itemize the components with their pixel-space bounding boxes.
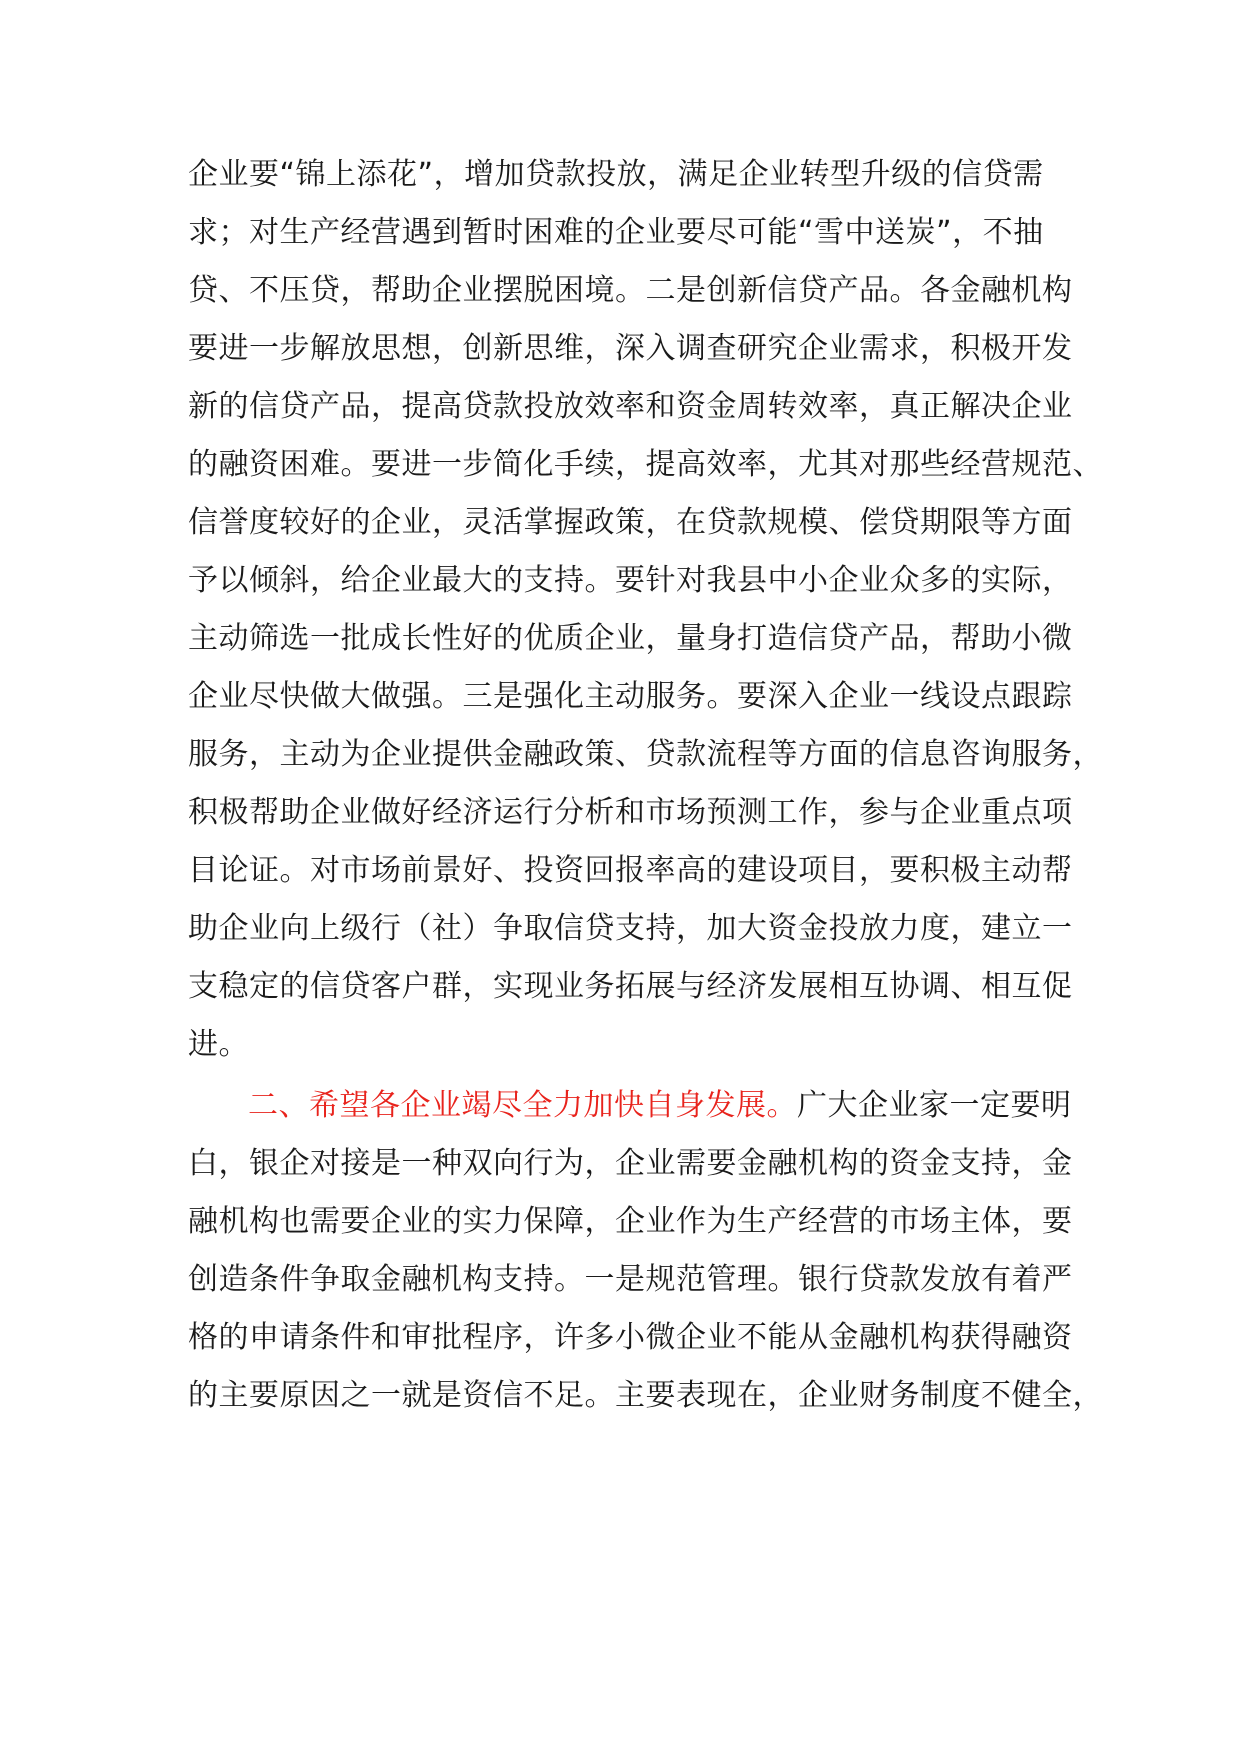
body-line: 要进一步解放思想，创新思维，深入调查研究企业需求，积极开发 — [188, 331, 1073, 366]
section-heading-continuation: 广大企业家一定要明 — [797, 1088, 1072, 1123]
body-line: 白，银企对接是一种双向行为，企业需要金融机构的资金支持，金 — [188, 1146, 1073, 1181]
section-heading-line — [248, 1086, 1072, 1126]
body-line: 信誉度较好的企业，灵活掌握政策，在贷款规模、偿贷期限等方面 — [188, 505, 1073, 540]
body-line: 进。 — [188, 1027, 249, 1062]
body-line: 积极帮助企业做好经济运行分析和市场预测工作，参与企业重点项 — [188, 795, 1073, 830]
body-line: 的融资困难。要进一步简化手续，提高效率，尤其对那些经营规范、 — [188, 447, 1103, 482]
body-line: 的主要原因之一就是资信不足。主要表现在，企业财务制度不健全， — [188, 1378, 1103, 1413]
body-line: 目论证。对市场前景好、投资回报率高的建设项目，要积极主动帮 — [188, 853, 1073, 888]
section-heading: 二、希望各企业竭尽全力加快自身发展。 — [248, 1088, 797, 1123]
body-line: 予以倾斜，给企业最大的支持。要针对我县中小企业众多的实际， — [188, 563, 1073, 598]
body-line: 新的信贷产品，提高贷款投放效率和资金周转效率，真正解决企业 — [188, 389, 1073, 424]
body-line: 企业尽快做大做强。三是强化主动服务。要深入企业一线设点跟踪 — [188, 679, 1073, 714]
body-line: 支稳定的信贷客户群，实现业务拓展与经济发展相互协调、相互促 — [188, 969, 1073, 1004]
body-line: 助企业向上级行（社）争取信贷支持，加大资金投放力度，建立一 — [188, 911, 1073, 946]
body-line: 创造条件争取金融机构支持。一是规范管理。银行贷款发放有着严 — [188, 1262, 1073, 1297]
body-line: 主动筛选一批成长性好的优质企业，量身打造信贷产品，帮助小微 — [188, 621, 1073, 656]
body-line: 格的申请条件和审批程序，许多小微企业不能从金融机构获得融资 — [188, 1320, 1073, 1355]
body-line: 服务，主动为企业提供金融政策、贷款流程等方面的信息咨询服务， — [188, 737, 1103, 772]
body-line: 融机构也需要企业的实力保障，企业作为生产经营的市场主体，要 — [188, 1204, 1073, 1239]
body-line: 求；对生产经营遇到暂时困难的企业要尽可能“雪中送炭”，不抽 — [188, 215, 1044, 250]
body-line: 企业要“锦上添花”，增加贷款投放，满足企业转型升级的信贷需 — [188, 157, 1044, 192]
body-line: 贷、不压贷，帮助企业摆脱困境。二是创新信贷产品。各金融机构 — [188, 273, 1073, 308]
